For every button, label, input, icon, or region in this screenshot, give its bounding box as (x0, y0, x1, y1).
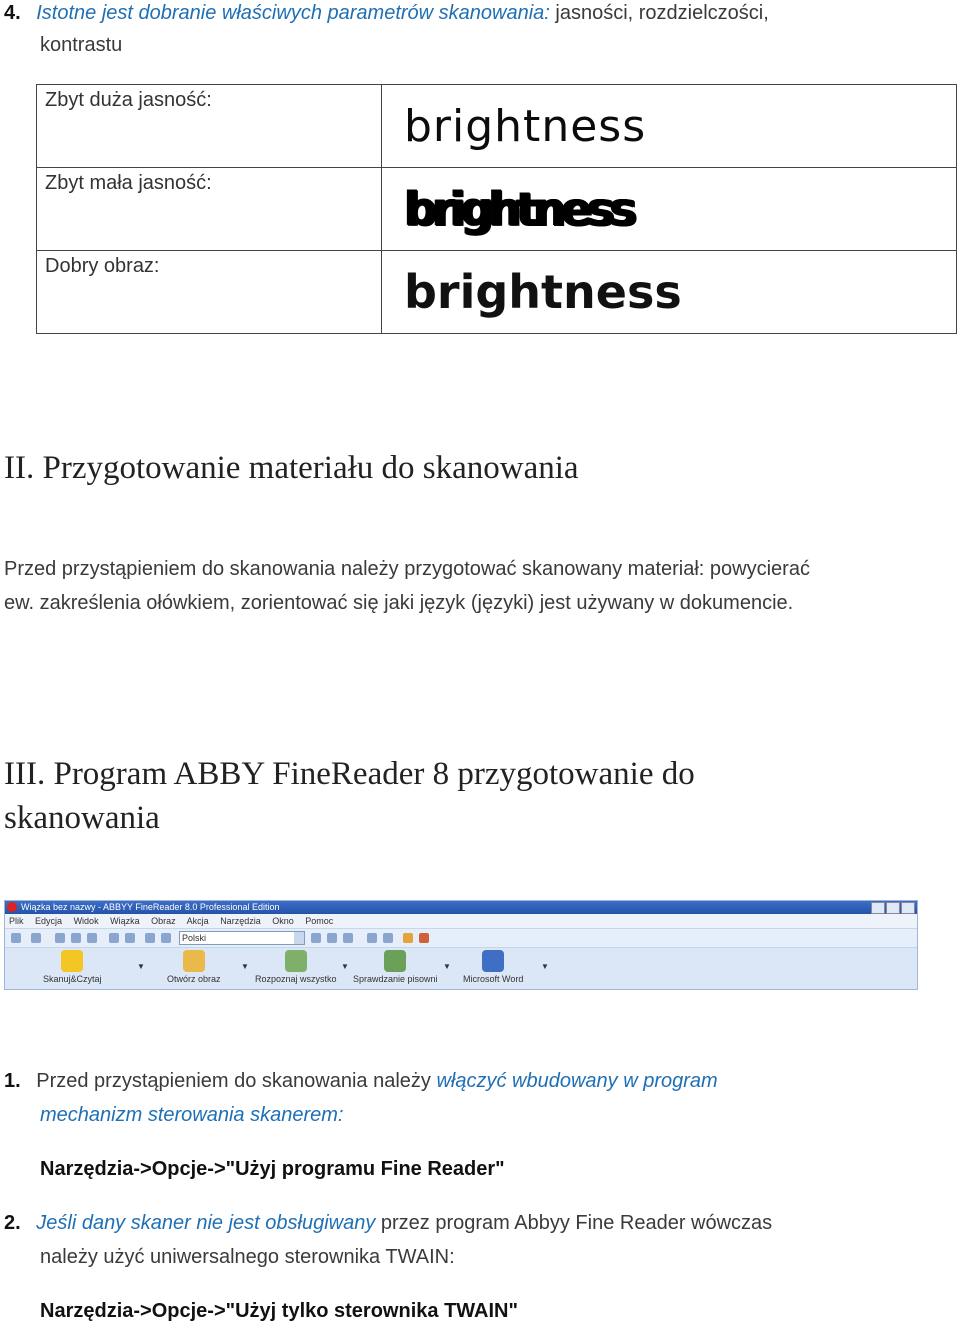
table-icon[interactable] (327, 933, 337, 943)
menu-item[interactable]: Widok (73, 916, 99, 926)
row-sample-cell (382, 85, 957, 168)
spellcheck-icon (384, 950, 406, 972)
word-export-button[interactable] (463, 950, 523, 984)
row-label: Zbyt mała jasność: (37, 168, 382, 251)
scan-read-button[interactable] (43, 950, 102, 984)
button-label: Otwórz obraz (167, 974, 221, 984)
spellcheck-button[interactable] (353, 950, 438, 984)
item-rest-1: jasności, rozdzielczości, (549, 2, 769, 24)
back-icon[interactable] (161, 933, 171, 943)
section-3-heading-1: III. Program ABBY FineReader 8 przygotowanie do (4, 756, 695, 792)
menu-item[interactable]: Okno (272, 916, 294, 926)
step-text: przez program Abbyy Fine Reader wówczas (375, 1212, 773, 1234)
step-text: Przed przystąpieniem do skanowania należy (36, 1070, 437, 1092)
menu-item[interactable]: Pomoc (305, 916, 334, 926)
step-number: 2. (4, 1212, 21, 1234)
paste-icon[interactable] (87, 933, 97, 943)
step-number: 1. (4, 1070, 21, 1092)
recognize-all-button[interactable] (255, 950, 337, 984)
button-label: Microsoft Word (463, 974, 524, 984)
row-label: Zbyt duża jasność: (37, 85, 382, 168)
row-label: Dobry obraz: (37, 251, 382, 334)
menu-item[interactable]: Plik (9, 916, 24, 926)
language-select[interactable] (179, 931, 305, 945)
standard-toolbar (5, 928, 917, 948)
step-2 (4, 1206, 954, 1240)
format-icon[interactable] (311, 933, 321, 943)
dropdown-arrow-icon[interactable]: ▼ (137, 962, 145, 971)
redo-icon[interactable] (125, 933, 135, 943)
close-icon[interactable] (901, 902, 915, 914)
help-icon[interactable] (419, 933, 429, 943)
sample-too-bright: brightness (404, 100, 647, 152)
menu-item[interactable]: Obraz (151, 916, 176, 926)
forward-icon[interactable] (145, 933, 155, 943)
minimize-icon[interactable] (871, 902, 885, 914)
step-1-highlight-2: mechanizm sterowania skanerem: (40, 1104, 344, 1126)
menu-item[interactable]: Wiązka (110, 916, 140, 926)
item-number: 4. (4, 2, 21, 24)
step-2-path: Narzędzia->Opcje->"Użyj tylko sterownika TWAIN" (40, 1300, 518, 1322)
view-icon[interactable] (367, 933, 377, 943)
options-icon[interactable] (403, 933, 413, 943)
word-icon (482, 950, 504, 972)
row-sample-cell (382, 168, 957, 251)
row-sample-cell (382, 251, 957, 334)
item-4-line2: kontrastu (40, 34, 123, 56)
table-row (37, 85, 957, 168)
button-label: Skanuj&Czytaj (43, 974, 102, 984)
dropdown-arrow-icon[interactable]: ▼ (541, 962, 549, 971)
app-logo-icon (7, 902, 17, 912)
menu-bar (5, 914, 917, 928)
table-row (37, 251, 957, 334)
window-titlebar (5, 901, 917, 914)
menu-item[interactable]: Akcja (186, 916, 209, 926)
recognize-icon (285, 950, 307, 972)
brightness-table (36, 84, 957, 334)
section-3-heading-2: skanowania (4, 800, 160, 836)
new-icon[interactable] (11, 933, 21, 943)
window-title: Wiązka bez nazwy - ABBYY FineReader 8.0 Professional Edition (21, 902, 280, 912)
button-label: Rozpoznaj wszystko (255, 974, 337, 984)
dropdown-arrow-icon[interactable]: ▼ (443, 962, 451, 971)
menu-item[interactable]: Edycja (35, 916, 63, 926)
open-icon[interactable] (31, 933, 41, 943)
star-icon (61, 950, 83, 972)
table-row (37, 168, 957, 251)
cut-icon[interactable] (55, 933, 65, 943)
step-1 (4, 1064, 954, 1098)
undo-icon[interactable] (109, 933, 119, 943)
step-2-line-2: należy użyć uniwersalnego sterownika TWAIN: (40, 1246, 455, 1268)
step-1-path: Narzędzia->Opcje->"Użyj programu Fine Reader" (40, 1158, 505, 1180)
button-label: Sprawdzanie pisowni (353, 974, 438, 984)
section-2-para-1: Przed przystąpieniem do skanowania należy przygotować skanowany materiał: powycierać (4, 558, 810, 580)
step-highlight: włączyć wbudowany w program (436, 1070, 718, 1092)
picture-icon[interactable] (343, 933, 353, 943)
sample-good: brightness (404, 265, 682, 319)
maximize-icon[interactable] (886, 902, 900, 914)
window-buttons (870, 902, 915, 918)
task-toolbar (5, 948, 917, 988)
open-image-button[interactable] (167, 950, 221, 984)
step-highlight: Jeśli dany skaner nie jest obsługiwany (36, 1212, 376, 1234)
section-2-para-2: ew. zakreślenia ołówkiem, zorientować się jaki język (języki) jest używany w dokumencie. (4, 592, 794, 614)
item-4 (4, 0, 944, 30)
copy-icon[interactable] (71, 933, 81, 943)
item-highlight: Istotne jest dobranie właściwych parametrów skanowania: (36, 2, 550, 24)
language-value: Polski (182, 933, 207, 943)
dropdown-arrow-icon[interactable]: ▼ (241, 962, 249, 971)
dropdown-arrow-icon[interactable]: ▼ (341, 962, 349, 971)
grid-icon[interactable] (383, 933, 393, 943)
sample-too-dark: brightness (404, 182, 632, 236)
folder-icon (183, 950, 205, 972)
chevron-down-icon[interactable] (294, 932, 304, 944)
menu-item[interactable]: Narzędzia (220, 916, 261, 926)
section-2-heading: II. Przygotowanie materiału do skanowania (4, 450, 579, 486)
finereader-toolbar (4, 900, 918, 990)
